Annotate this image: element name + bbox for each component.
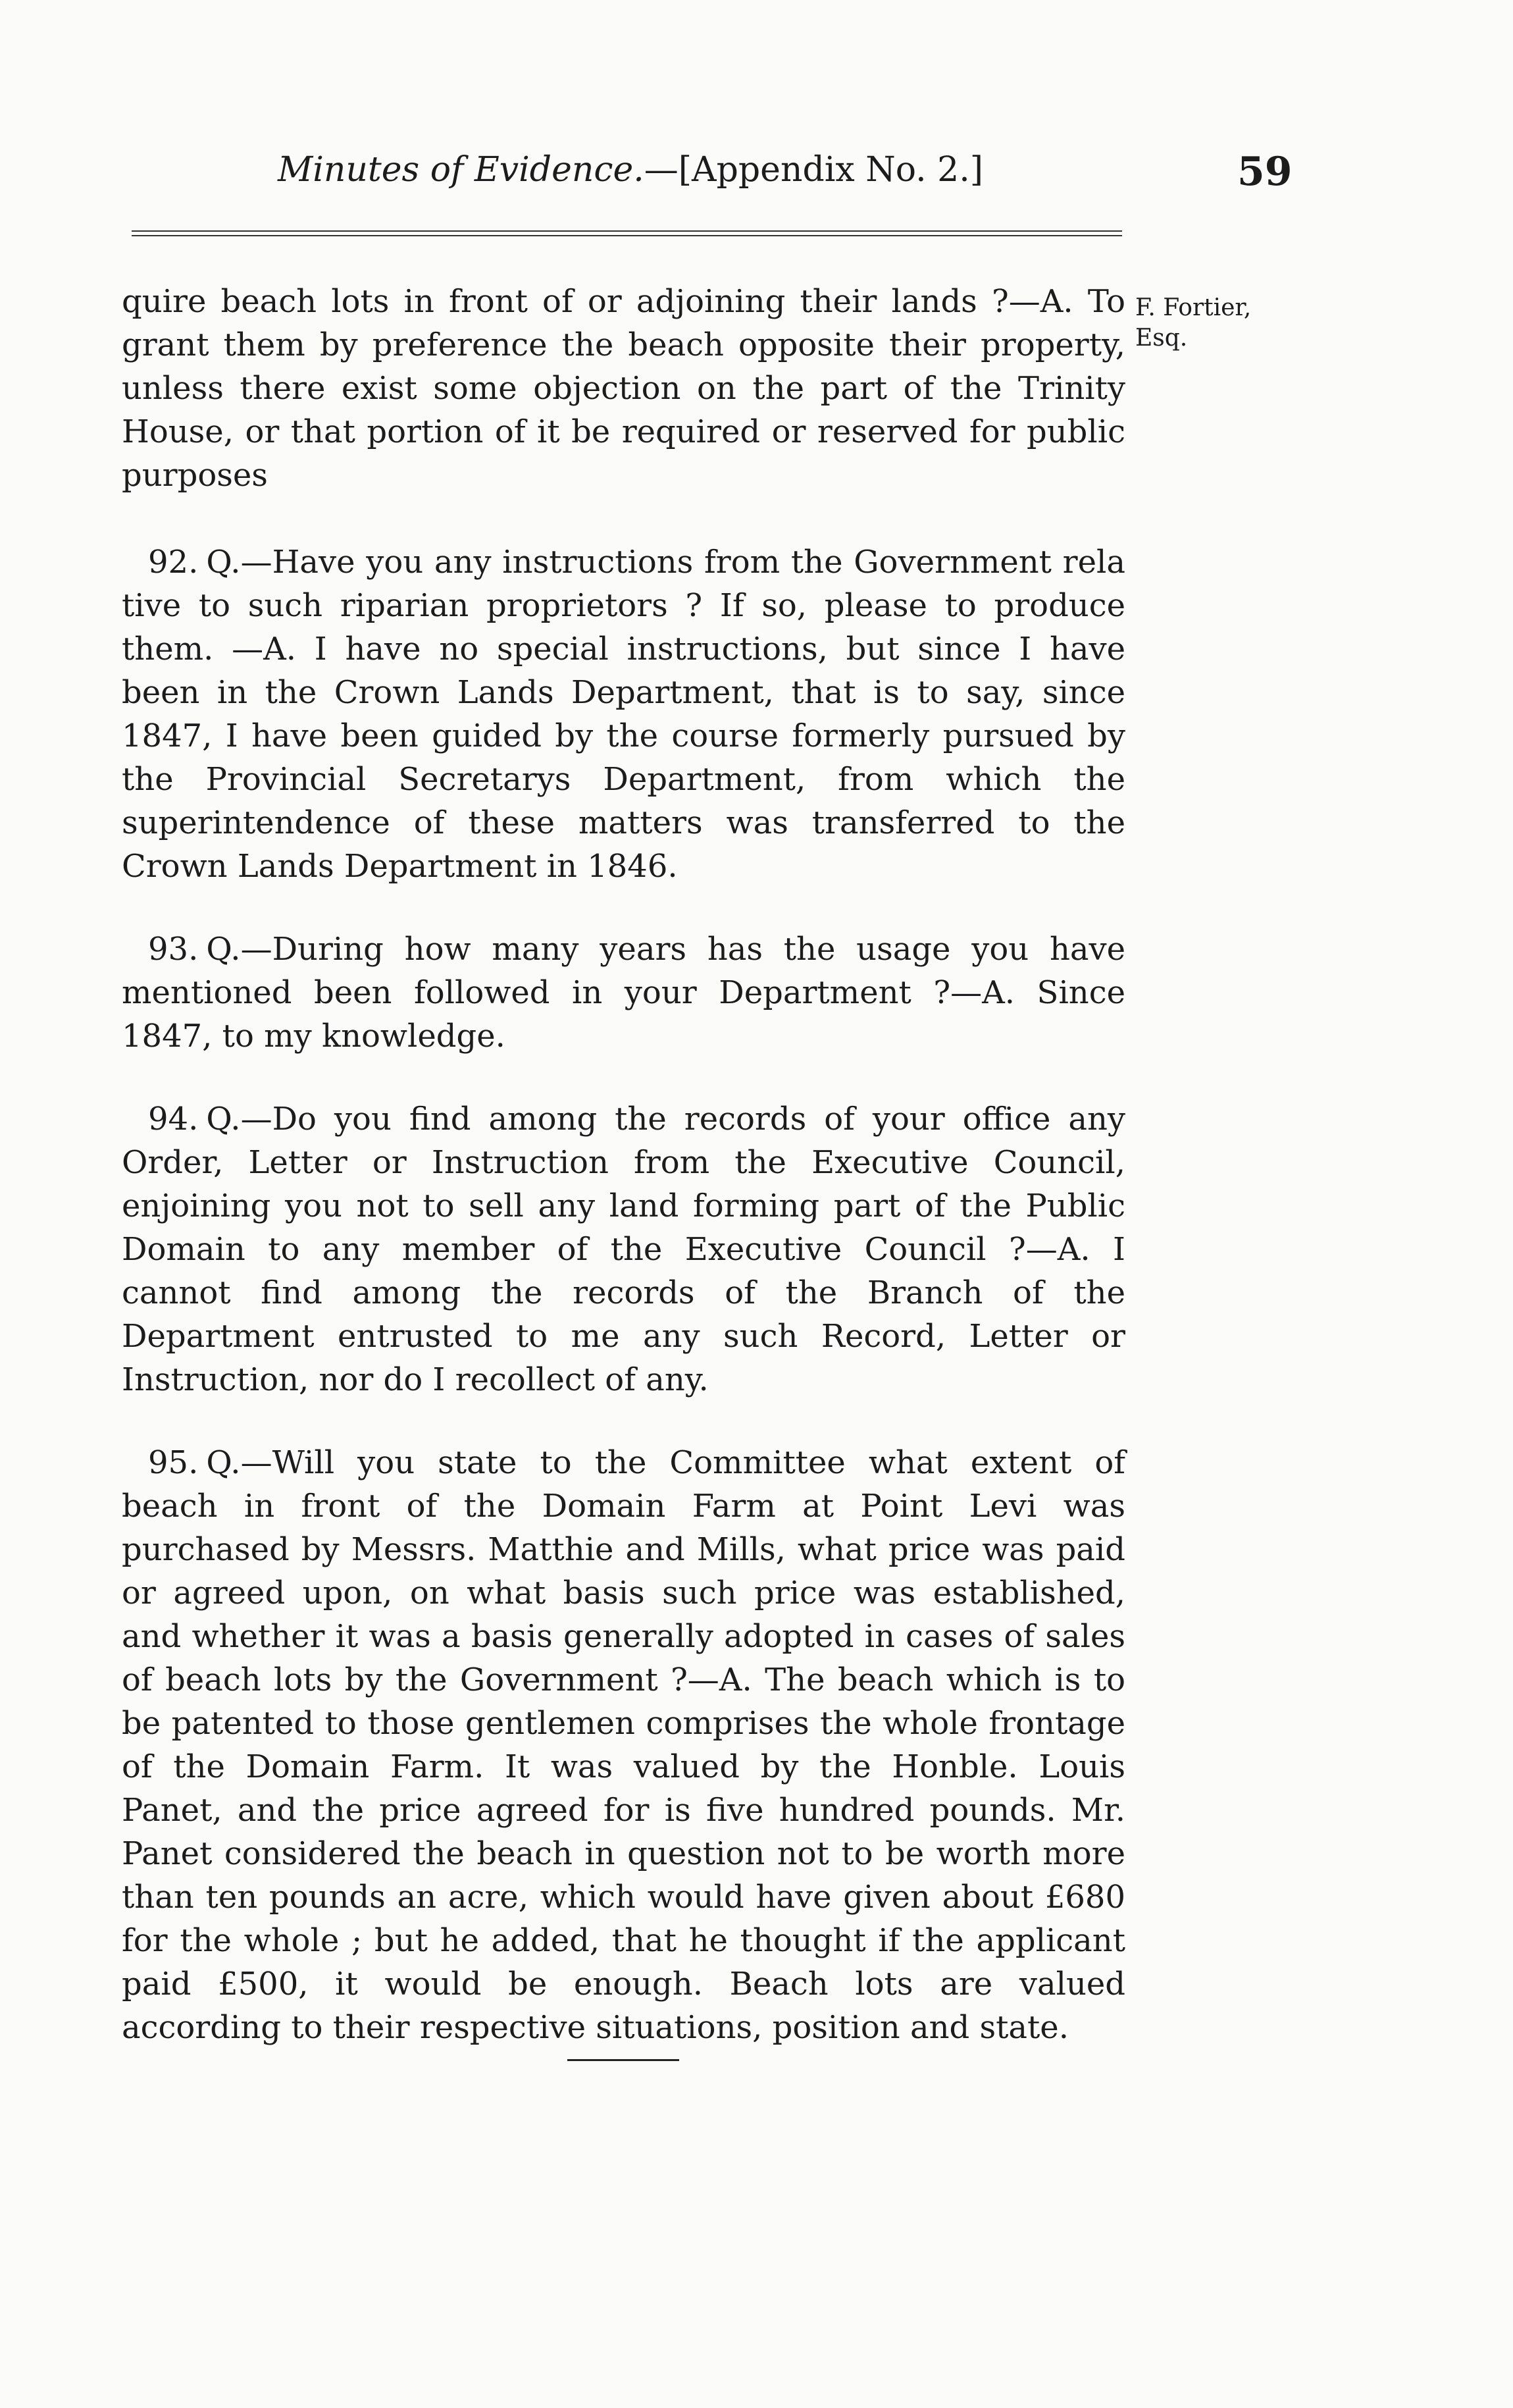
running-title-italic: Minutes of Evidence.: [278, 150, 644, 190]
paragraph-text: Q.—Will you state to the Committee what extent of beach in front of the Domain Farm at Point Levi was purchased by Messrs. Matthie and Mills, what price was paid or agreed upon, on what basis such price was established, and whether it was a basis generally adopted in cases of sales of beach lots by the Government ?—A. The beach which is to be patented to those gentlemen comprises the whole frontage of the Domain Farm. It was valued by the Honble. Louis Panet, and the price agreed for is five hundred pounds. Mr. Panet considered the beach in question not to be worth more than ten pounds an acre, which would have given about £680 for the whole ; but he added, that he thought if the applicant paid £500, it would be enough. Beach lots are valued according to their respective situations, position and state.: [122, 1444, 1125, 2046]
question-number: 92.: [148, 544, 199, 581]
paragraph-question-92: [122, 540, 1125, 888]
body-text: [122, 280, 1125, 2089]
running-title-appendix: —[Appendix No. 2.]: [644, 150, 984, 190]
paragraph-continuation: [122, 280, 1125, 497]
paragraph-text: Q.—Do you find among the records of your office any Order, Letter or Instruction from the Executive Council, enjoining you not to sell any land forming part of the Public Domain to any member of the Executive Council ?—A. I cannot find among the records of the Branch of the Department entrusted to me any such Record, Letter or Instruction, nor do I recollect of any.: [122, 1101, 1125, 1398]
paragraph-text: quire beach lots in front of or adjoining their lands ?—A. To grant them by preference the beach opposite their property, unless there exist some objection on the part of the Trinity House, or that portion of it be required or reserved for public purposes: [122, 283, 1125, 494]
margin-note-witness: [1135, 293, 1251, 353]
section-end-rule: [567, 2059, 679, 2061]
header-rule: [132, 230, 1122, 236]
question-number: 93.: [148, 931, 199, 968]
paragraph-text: Q.—Have you any instructions from the Government rela tive to such riparian proprietors ? If so, please to produce them. —A. I have no special instructions, but since I have been in the Crown Lands Department, that is to say, since 1847, I have been guided by the course formerly pursued by the Provincial Secretarys Department, from which the superintendence of these matters was transferred to the Crown Lands Department in 1846.: [122, 544, 1125, 885]
paragraph-question-95: [122, 1441, 1125, 2049]
running-title: [278, 150, 983, 190]
margin-note-title: Esq.: [1135, 325, 1188, 352]
page-header: [118, 150, 1310, 209]
page-number: 59: [1237, 149, 1293, 195]
paragraph-text: Q.—During how many years has the usage you have mentioned been followed in your Department ?—A. Since 1847, to my knowledge.: [122, 931, 1125, 1055]
margin-note-name: F. Fortier,: [1135, 294, 1252, 321]
paragraph-question-94: [122, 1097, 1125, 1401]
paragraph-question-93: [122, 928, 1125, 1058]
question-number: 95.: [148, 1444, 199, 1481]
question-number: 94.: [148, 1101, 199, 1138]
